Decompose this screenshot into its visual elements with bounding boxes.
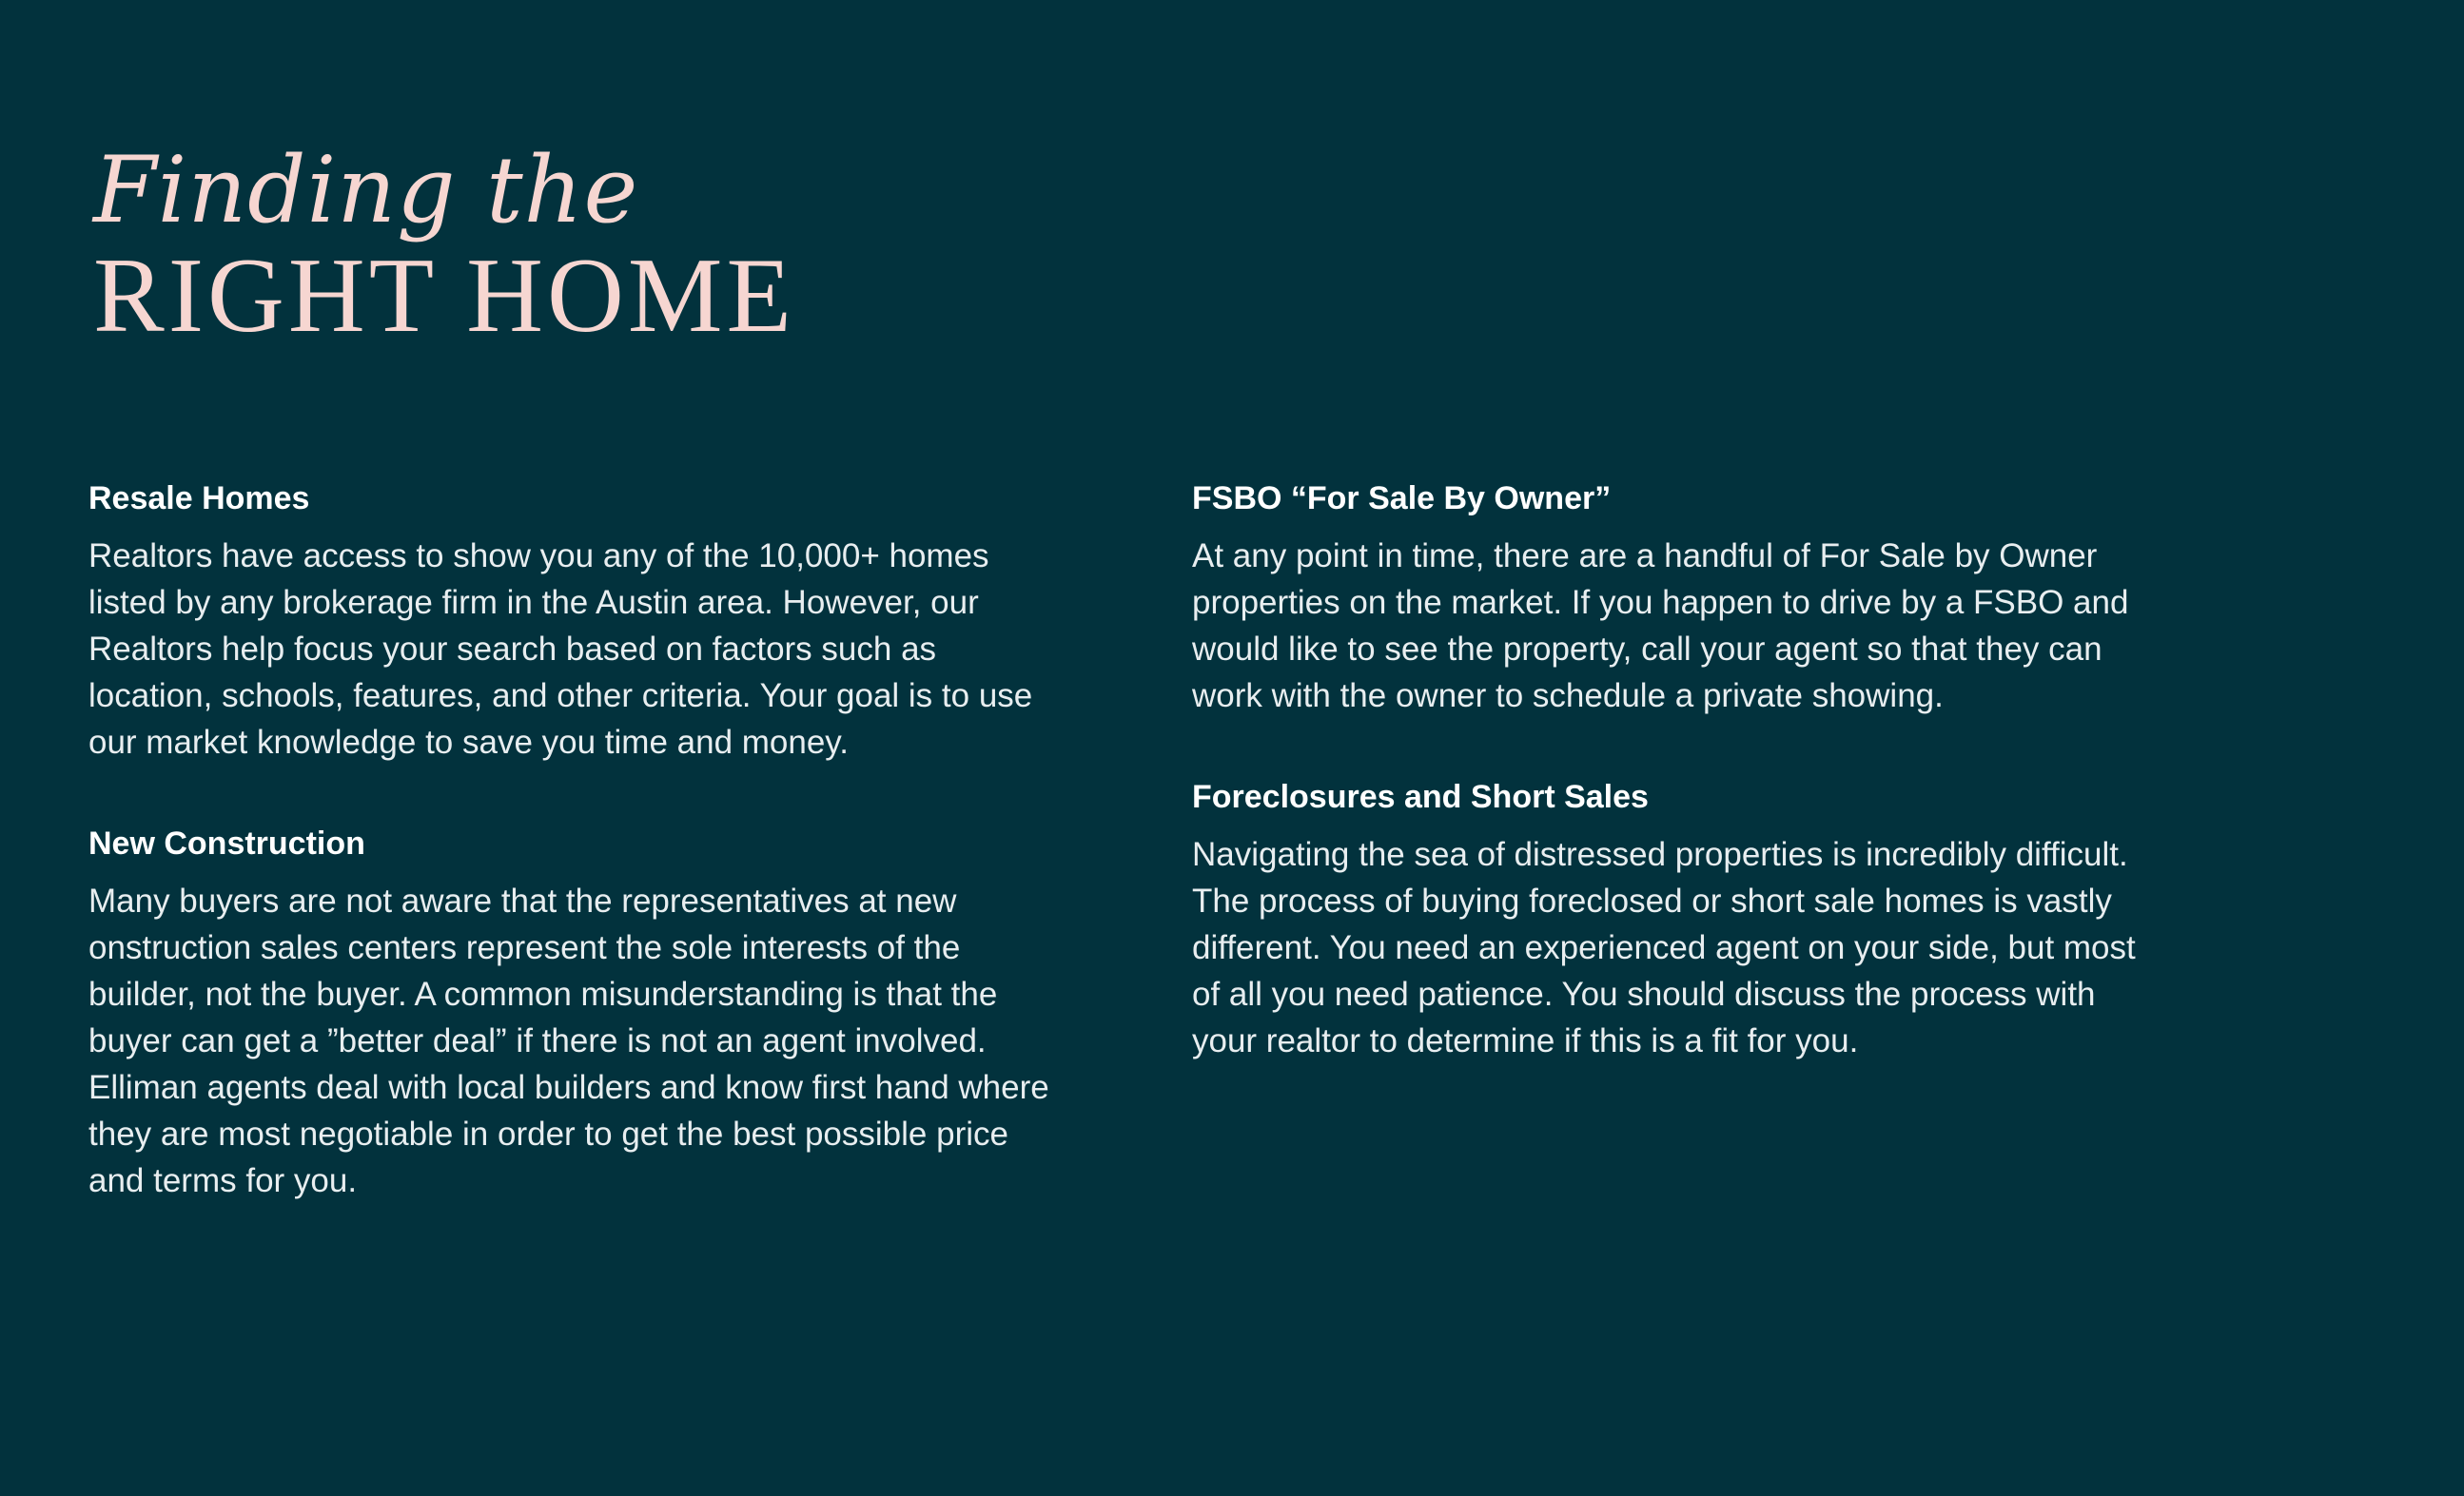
section-new-construction [88,821,1049,1204]
section-body: At any point in time, there are a handful of For Sale by Owner properties on the market. If you happen to drive by a FSBO and would like to see the property, call your agent so that they can work with the owner to schedule a private showing. [1192,537,2129,714]
left-column [88,476,1049,1259]
section-title: Resale Homes [88,480,310,516]
main-title: RIGHT HOME [93,237,795,355]
section-fsbo [1192,476,2153,719]
section-title: Foreclosures and Short Sales [1192,779,1649,815]
script-title: Finding the [93,137,639,243]
section-title: New Construction [88,826,365,862]
right-column [1192,476,2153,1119]
section-title: FSBO “For Sale By Owner” [1192,480,1612,516]
section-body: Many buyers are not aware that the representatives at new onstruction sales centers represent the sole interests of the builder, not the buyer. A common misunderstanding is that the buyer can get a ”better deal” if there is not an agent involved. Elliman agents deal with local builders and know first hand where they are most negotiable in order to get the best possible price and terms for you. [88,883,1049,1199]
section-resale-homes [88,476,1049,766]
section-body: Navigating the sea of distressed properties is incredibly difficult. The process of buying foreclosed or short sale homes is vastly different. You need an experienced agent on your side, but most of all you need patience. You should discuss the process with your realtor to determine if this is a fit for you. [1192,836,2136,1059]
section-body: Realtors have access to show you any of the 10,000+ homes listed by any brokerage firm in the Austin area. However, our Realtors help focus your search based on factors such as location, schools, features, and other criteria. Your goal is to use our market knowledge to save you time and money. [88,537,1033,761]
section-foreclosures [1192,774,2153,1064]
